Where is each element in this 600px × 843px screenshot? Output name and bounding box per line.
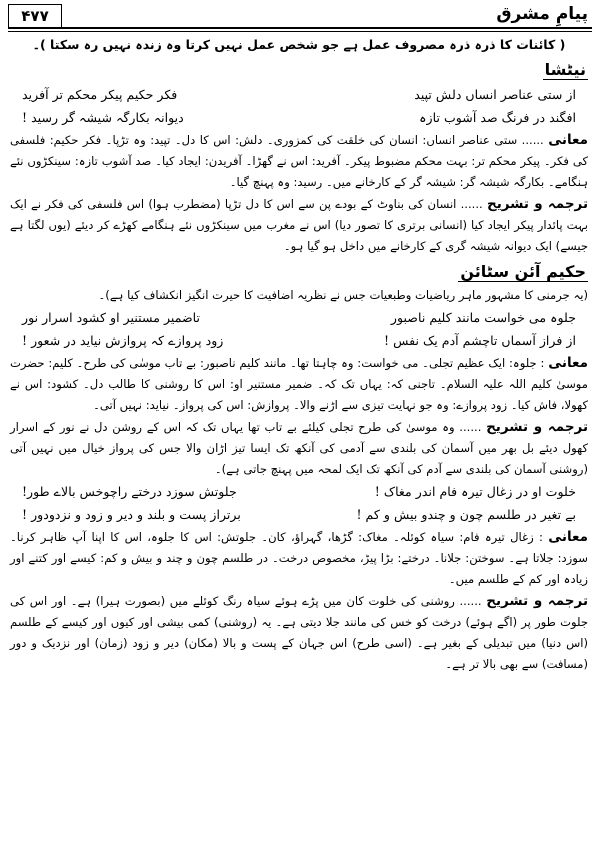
meaning-paragraph: [10, 130, 588, 193]
verse-hemistich: فکر حکیم پیکر محکم تر آفرید: [22, 87, 178, 102]
translation-text: ...... روشنی کی خلوت کان میں پڑے ہوئے سیاہ رنگ کوئلے میں (بصورت ہیرا) ہے۔ اور اس کی جلوت طور پر (اگے ہوئے) درخت کو خس کی مانند جلا دیتی ہے۔ یہ (روشنی) کمی بیشی اور کیوں اور کیسے کے طلسم (اس دنیا) میں تبدیلی کے بغیر ہے۔ (اسی طرح) اس جہان کے پست و بالا (مکان) دیر و زود (زمان) اور نزدیک و دور (مسافت) سے بھی بالا تر ہے۔: [10, 594, 588, 671]
meaning-paragraph: [10, 527, 588, 590]
verse-line: [10, 480, 588, 503]
page-number: ۴۷۷: [8, 4, 62, 28]
header-rule-thin: [8, 31, 592, 32]
translation-text: ...... انسان کی بناوٹ کے بودے پن سے اس کا دل تڑپا (مضطرب ہوا) اس فلسفی کی فکر نے ایک بہت پائدار پیکر ایجاد کیا (انسانی برتری کا تصور دیا) اس نے مغرب میں سینکڑوں نئے ہنگامے کھڑے کر دیئے (یوں لگتا ہے جیسے) ایک دیوانہ شیشہ گری کے کارخانے میں داخل ہو گیا ہو۔: [10, 197, 588, 253]
verse-line: [10, 106, 588, 129]
section-heading-einstein: حکیم آئن سٹائن: [460, 262, 586, 281]
verse-hemistich: افگند در فرنگ صد آشوب تازہ: [419, 110, 576, 125]
meaning-label: معانی: [548, 529, 588, 545]
translation-paragraph: [10, 417, 588, 480]
meaning-label: معانی: [548, 132, 588, 148]
verse-hemistich: زود پروازے کہ پروازش نیاید در شعور !: [22, 333, 224, 348]
page-header: [8, 4, 592, 28]
meaning-text: : زغال تیرہ فام: سیاہ کوئلہ۔ مغاک: گڑھا، گہراؤ، کان۔ جلوتش: اس کا جلوہ، اس کا اپنا آپ ظاہر کرنا۔ سوزد: جلاتا ہے۔ سوختن: جلانا۔ درختے: بڑا پیڑ، مخصوص درخت۔ در طلسم چون و چند و بیش و کم: کیسے اور کتنے اور زیادہ اور کم کے طلسم میں۔: [10, 530, 588, 586]
verse-hemistich: بے تغیر در طلسم چون و چندو بیش و کم !: [356, 507, 576, 522]
verse-line: [10, 83, 588, 106]
book-title: پیامِ مشرق: [496, 4, 588, 24]
verse-hemistich: برتراز پست و بلند و دیر و زود و نزدودور !: [22, 507, 241, 522]
translation-label: ترجمہ و تشریح: [486, 593, 589, 609]
meaning-text: ...... ستی عناصر انساں: انسان کی خلقت کی کمزوری۔ دلش: اس کا دل۔ تپید: وہ تڑپا۔ فکر حکیم: فلسفی کی فکر۔ پیکر محکم تر: بہت محکم مضبوط پیکر۔ آفرید: اس نے گھڑا۔ آفریدن: ایجاد کیا۔ صد آشوب تازہ: سینکڑوں نئے ہنگامے۔ بکارگہ شیشہ گر: شیشہ گر کے کارخانے میں۔ رسید: وہ پہنچ گیا۔: [10, 133, 588, 189]
translation-label: ترجمہ و تشریح: [486, 419, 589, 435]
translation-text: ...... وہ موسیٰ کی طرح تجلی کیلئے بے تاب تھا یہاں تک کہ اس کے روشن دل نے نور کے اسرار کھول دیئے بل بھر میں آسمان کی بلندی سے آدمی کی آنکھ تک ایسا تیز اڑان والا جس کی پرواز خیال میں نہیں آتی (روشنی آسمان کی بلندی سے آدم کی آنکھ تک ایک لمحہ میں پہنچ جاتی ہے)۔: [10, 420, 588, 476]
meaning-paragraph: [10, 353, 588, 416]
intro-quote: ( کائنات کا ذرہ ذرہ مصروف عمل ہے جو شخص عمل نہیں کرتا وہ زندہ نہیں رہ سکتا )۔: [32, 37, 566, 52]
translation-paragraph: [10, 194, 588, 257]
section-heading-nietzsche: نیٹشا: [544, 60, 586, 79]
verse-hemistich: از فراز آسماں تاچشم آدم یک نفس !: [384, 333, 576, 348]
verse-line: [10, 503, 588, 526]
verse-hemistich: جلوتش سوزد درختے راچوخس بالاے طور!: [22, 484, 237, 499]
verse-hemistich: خلوت او در زغال تیرہ فام اندر مغاک !: [374, 484, 576, 499]
meaning-label: معانی: [548, 355, 589, 371]
translation-label: ترجمہ و تشریح: [486, 196, 589, 212]
header-rule: [8, 27, 592, 29]
verse-hemistich: جلوہ می خواست مانند کلیم ناصبور: [390, 310, 576, 325]
verse-hemistich: تاضمیر مستنیر او کشود اسرار نور: [22, 310, 201, 325]
translation-paragraph: [10, 591, 588, 675]
verse-hemistich: دیوانہ بکارگہ شیشہ گر رسید !: [22, 110, 184, 125]
section-intro: (یہ جرمنی کا مشہور ماہر ریاضیات وطبعیات جس نے نظریہ اضافیت کا حیرت انگیز انکشاف کیا ہے)۔: [98, 288, 588, 302]
verse-line: [10, 306, 588, 329]
page-body: [10, 34, 588, 675]
verse-hemistich: از ستی عناصر انساں دلش تپید: [414, 87, 576, 102]
verse-line: [10, 329, 588, 352]
meaning-text: : جلوہ: ایک عظیم تجلی۔ می خواست: وہ چاہتا تھا۔ مانند کلیم ناصبور: بے تاب موسٰی کی طرح۔ کلیم: حضرت موسیٰ کلیم اللہ علیہ السلام۔ تاجنی کہ: یہاں تک کہ۔ ضمیر مستنیر او: اس کا روشنی کا طالب دل۔ کشود: اس نے کھولا، فاش کیا۔ زود پروازے: وہ جو نہایت تیزی سے اڑنے والا۔ پروازش: اس کی پرواز۔ نیاید: نہیں آتی۔: [10, 356, 588, 412]
